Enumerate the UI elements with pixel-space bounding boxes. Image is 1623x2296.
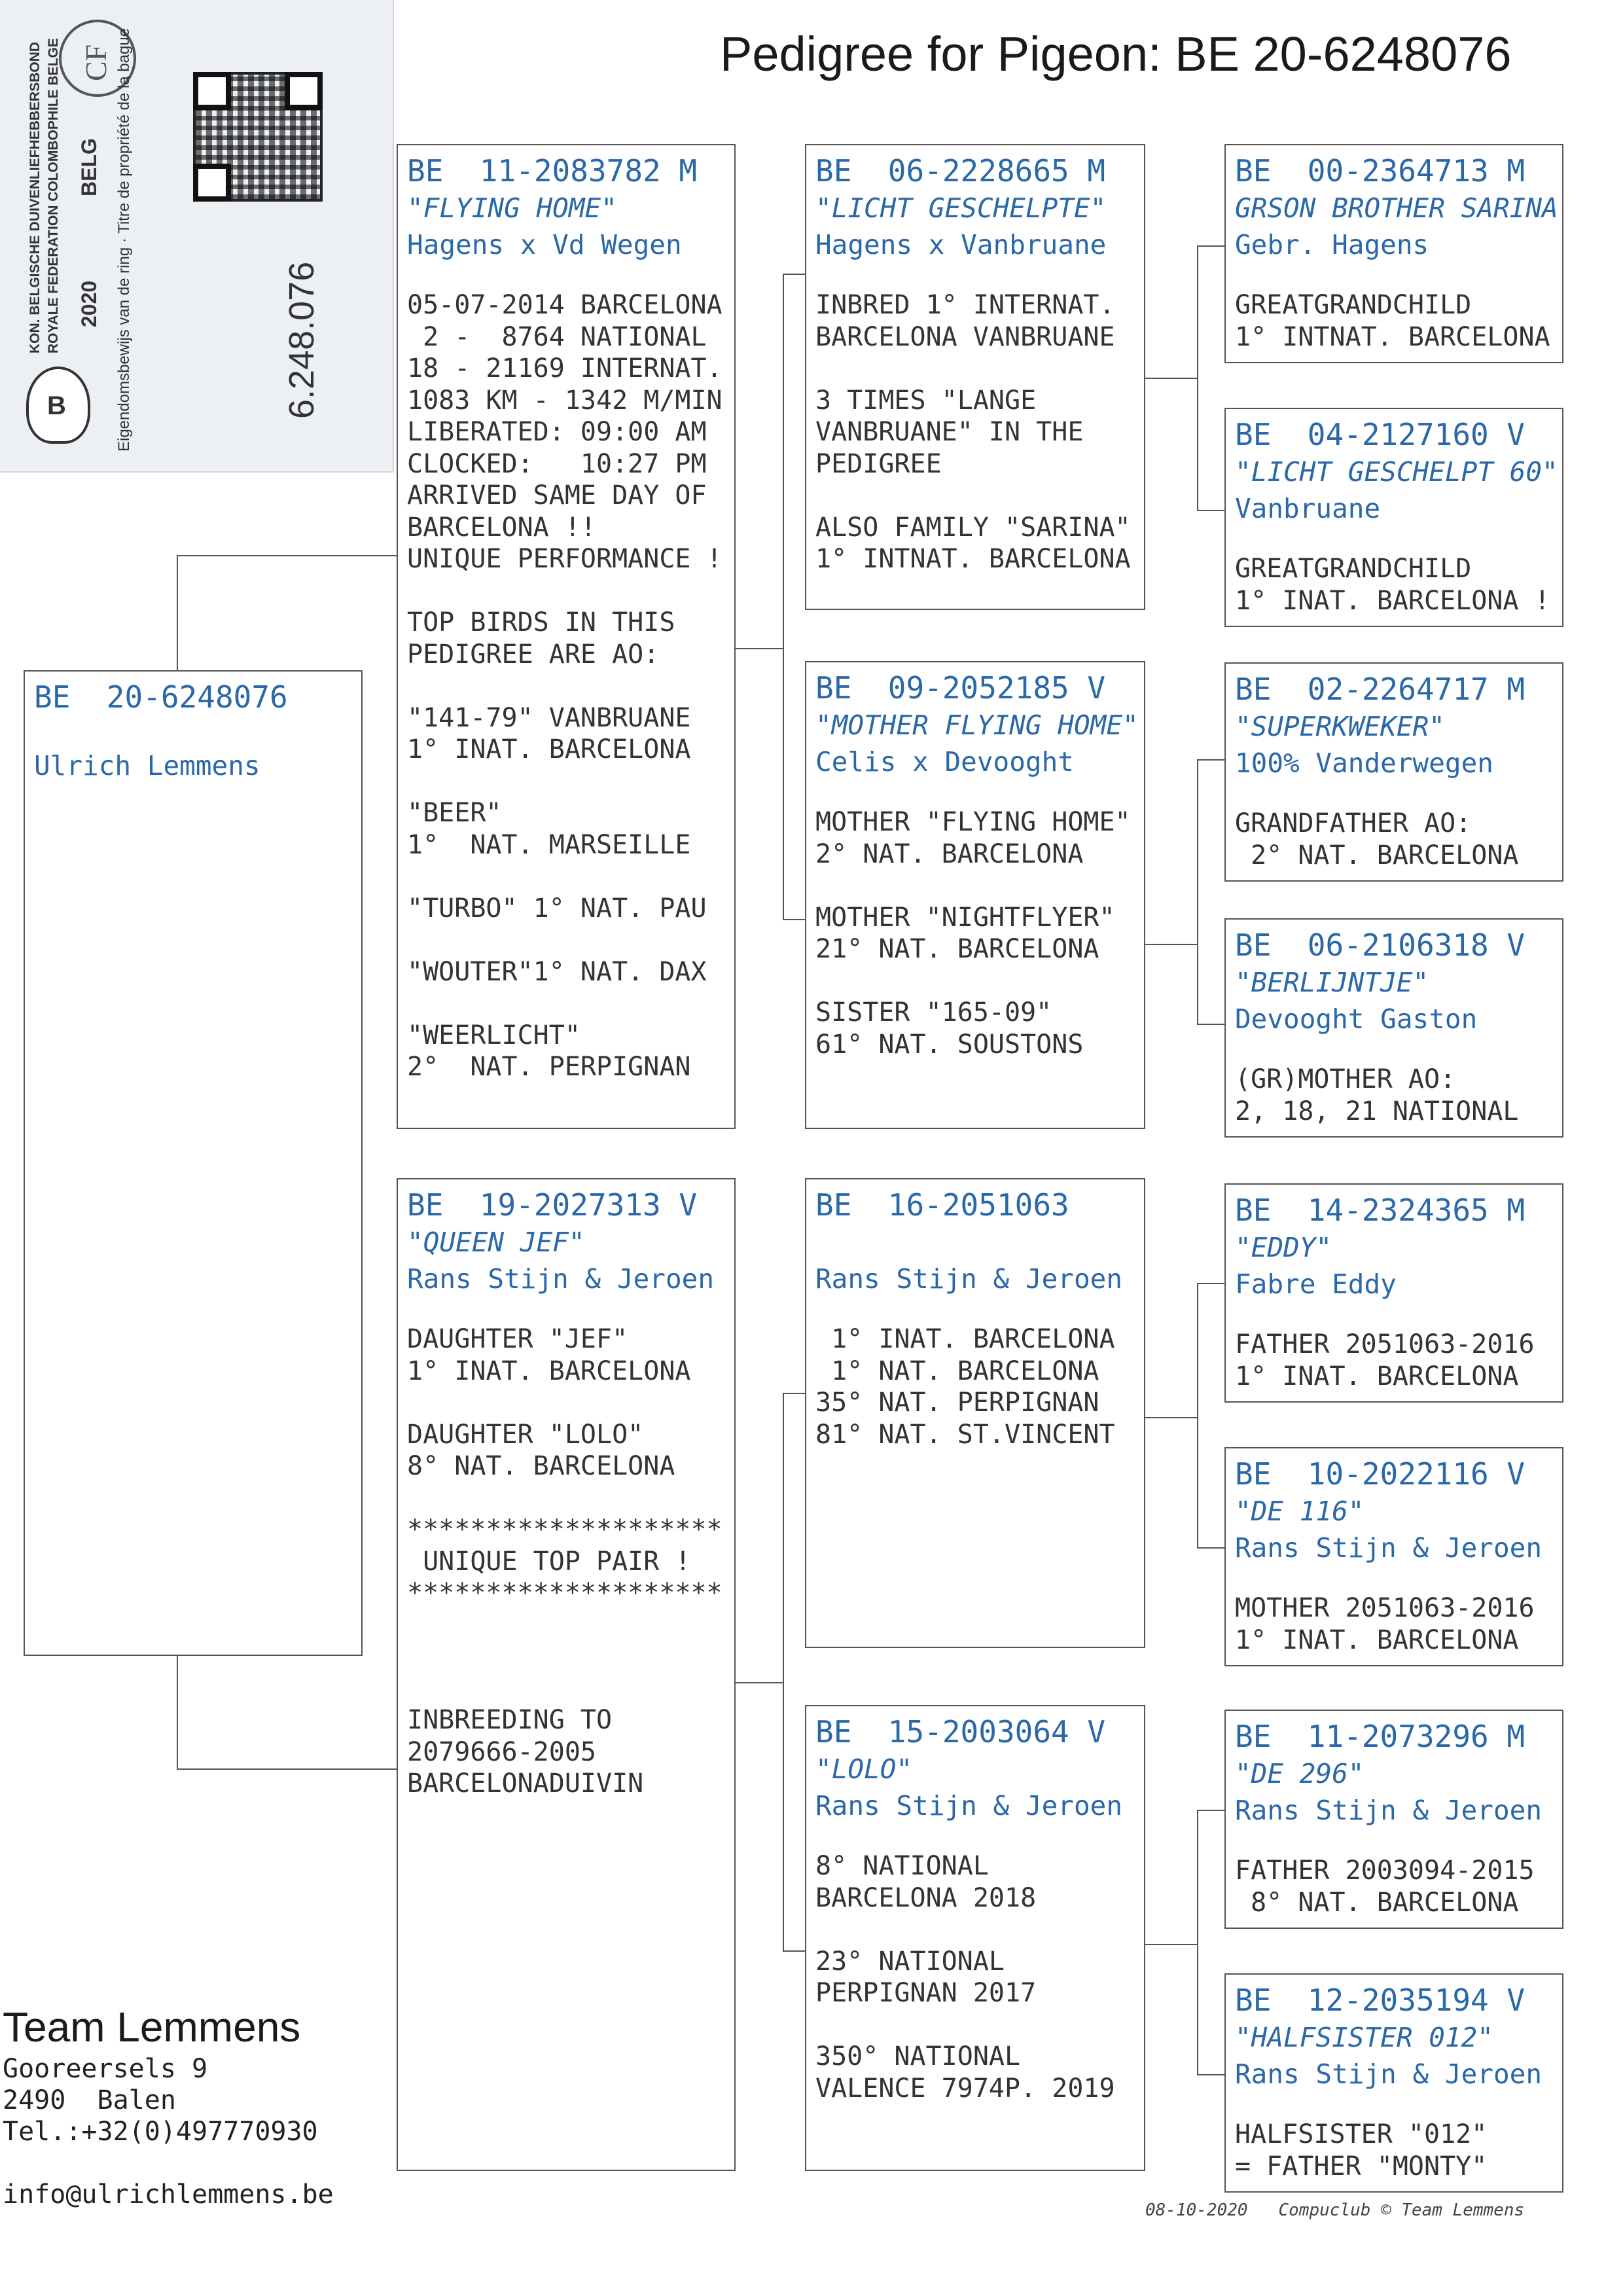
mfm-breeder: Rans Stijn & Jeroen [1235,1532,1542,1564]
fm-ring: BE 09-2052185 V [815,670,1106,706]
mmm-ring: BE 12-2035194 V [1235,1982,1525,2018]
connector [1145,944,1198,945]
club-logo-icon: CF [59,20,136,97]
mother-box [397,1178,736,2171]
ff-box [805,144,1145,610]
fmm-box [1224,918,1563,1138]
mm-name: "LOLO" [815,1753,913,1785]
mff-box [1224,1183,1563,1403]
mff-info: FATHER 2051063-2016 1° INAT. BARCELONA [1235,1329,1535,1391]
father-name: "FLYING HOME" [407,192,617,224]
mm-box [805,1705,1145,2171]
ff-name: "LICHT GESCHELPTE" [815,192,1107,224]
mf-info: 1° INAT. BARCELONA 1° NAT. BARCELONA 35° NAT. PERPIGNAN 81° NAT. ST.VINCENT [815,1324,1115,1450]
mff-ring: BE 14-2324365 M [1235,1193,1525,1228]
fff-box [1224,144,1563,363]
mmf-box [1224,1710,1563,1929]
connector [1197,759,1227,1025]
subject-box [24,670,363,1656]
connector [1145,378,1198,379]
card-country: BELG [77,138,101,196]
card-federation-fr: ROYALE FEDERATION COLOMBOPHILE BELGE [46,38,61,353]
ff-info: INBRED 1° INTERNAT. BARCELONA VANBRUANE 3 TIMES "LANGE VANBRUANE" IN THE PEDIGREE ALSO FAMILY "SARINA" 1° INTNAT. BARCELONA [815,290,1131,574]
ffm-ring: BE 04-2127160 V [1235,417,1525,452]
federation-logo-icon: B [26,367,90,444]
ff-ring: BE 06-2228665 M [815,153,1106,188]
mf-ring: BE 16-2051063 [815,1187,1069,1223]
father-info: 05-07-2014 BARCELONA 2 - 8764 NATIONAL 18 - 21169 INTERNAT. 1083 KM - 1342 M/MIN LIBERATED: 09:00 AM CLOCKED: 10:27 PM ARRIVED SAME DAY OF BARCELONA !! UNIQUE PERFORMANCE ! TOP BIRDS IN THIS PEDIGREE ARE AO: "141-79" VANBRUANE 1° INAT. BARCELONA "BEER" 1° NAT. MARSEILLE "TURBO" 1° NAT. PAU "WOUTER"1° NAT. DAX "WEERLICHT" 2° NAT. PERPIGNAN [407,290,722,1082]
fmf-name: "SUPERKWEKER" [1235,711,1445,742]
card-ownership-text: Eigendomsbewijs van de ring · Titre de propriété de la bague [115,27,133,452]
mmf-ring: BE 11-2073296 M [1235,1719,1525,1754]
mm-ring: BE 15-2003064 V [815,1714,1106,1749]
connector [1197,245,1227,511]
connector [734,1682,783,1683]
fff-name: GRSON BROTHER SARINA [1235,192,1558,224]
fmm-info: (GR)MOTHER AO: 2, 18, 21 NATIONAL [1235,1064,1519,1126]
fmm-ring: BE 06-2106318 V [1235,927,1525,963]
fm-info: MOTHER "FLYING HOME" 2° NAT. BARCELONA MOTHER "NIGHTFLYER" 21° NAT. BARCELONA SISTER "165-09" 61° NAT. SOUSTONS [815,807,1131,1060]
fmm-breeder: Devooght Gaston [1235,1003,1478,1035]
mfm-name: "DE 116" [1235,1496,1364,1527]
fff-breeder: Gebr. Hagens [1235,229,1429,260]
fm-name: "MOTHER FLYING HOME" [815,709,1139,741]
ffm-breeder: Vanbruane [1235,493,1381,524]
footer-team-name: Team Lemmens [3,2003,301,2051]
footer-street: Gooreersels 9 [3,2054,208,2084]
mfm-info: MOTHER 2051063-2016 1° INAT. BARCELONA [1235,1593,1535,1655]
mmf-name: "DE 296" [1235,1758,1364,1789]
fmf-ring: BE 02-2264717 M [1235,672,1525,707]
page-title: Pedigree for Pigeon: BE 20-6248076 [720,27,1512,81]
mmm-box [1224,1973,1563,2193]
mother-info: DAUGHTER "JEF" 1° INAT. BARCELONA DAUGHTER "LOLO" 8° NAT. BARCELONA ******************** UNIQUE TOP PAIR ! ******************** INBREEDING TO 2079666-2005 BARCELONADUIVIN [407,1324,722,1799]
mfm-ring: BE 10-2022116 V [1235,1456,1525,1492]
mf-box [805,1178,1145,1648]
fmf-info: GRANDFATHER AO: 2° NAT. BARCELONA [1235,808,1519,870]
card-year: 2020 [77,280,101,327]
connector [783,274,806,920]
fff-info: GREATGRANDCHILD 1° INTNAT. BARCELONA [1235,290,1550,352]
father-box [397,144,736,1129]
mm-breeder: Rans Stijn & Jeroen [815,1790,1122,1821]
connector [1145,1417,1198,1418]
fmf-breeder: 100% Vanderwegen [1235,747,1493,779]
fm-breeder: Celis x Devooght [815,746,1074,778]
connector [734,648,783,649]
mmm-name: "HALFSISTER 012" [1235,2022,1493,2053]
mother-ring: BE 19-2027313 V [407,1187,698,1223]
fff-ring: BE 00-2364713 M [1235,153,1525,188]
card-federation-nl: KON. BELGISCHE DUIVENLIEFHEBBERSBOND [27,41,43,353]
fmm-name: "BERLIJNTJE" [1235,967,1429,998]
mother-name: "QUEEN JEF" [407,1227,585,1258]
footer-phone: Tel.:+32(0)497770930 [3,2117,318,2147]
mff-breeder: Fabre Eddy [1235,1268,1397,1300]
mmm-info: HALFSISTER "012" = FATHER "MONTY" [1235,2119,1488,2181]
ffm-name: "LICHT GESCHELPT 60" [1235,456,1558,488]
mf-name [815,1224,1135,1261]
card-ring-number: 6.248.076 [282,261,321,419]
ffm-box [1224,408,1563,627]
mfm-box [1224,1447,1563,1666]
father-ring: BE 11-2083782 M [407,153,698,188]
mmf-info: FATHER 2003094-2015 8° NAT. BARCELONA [1235,1856,1535,1918]
connector [1197,1283,1227,1549]
subject-owner: Ulrich Lemmens [34,750,260,781]
father-breeder: Hagens x Vd Wegen [407,229,682,260]
fm-box [805,661,1145,1129]
ff-breeder: Hagens x Vanbruane [815,229,1107,260]
connector [1145,1944,1198,1945]
mff-name: "EDDY" [1235,1232,1332,1263]
ring-card [0,0,394,473]
connector [177,555,399,672]
qr-code-icon [193,72,323,202]
connector [177,1656,399,1770]
print-stamp: 08-10-2020 Compuclub © Team Lemmens [1145,2200,1525,2220]
ffm-info: GREATGRANDCHILD 1° INAT. BARCELONA ! [1235,554,1550,616]
fmf-box [1224,662,1563,882]
mmf-breeder: Rans Stijn & Jeroen [1235,1795,1542,1826]
mm-info: 8° NATIONAL BARCELONA 2018 23° NATIONAL PERPIGNAN 2017 350° NATIONAL VALENCE 7974P. 2019 [815,1851,1115,2104]
subject-ring: BE 20-6248076 [34,679,288,715]
footer-city: 2490 Balen [3,2085,176,2115]
mmm-breeder: Rans Stijn & Jeroen [1235,2058,1542,2090]
mother-breeder: Rans Stijn & Jeroen [407,1263,714,1295]
mf-breeder: Rans Stijn & Jeroen [815,1263,1122,1295]
connector [1197,1810,1227,2075]
connector [783,1393,806,1952]
footer-email[interactable]: info@ulrichlemmens.be [3,2179,334,2210]
